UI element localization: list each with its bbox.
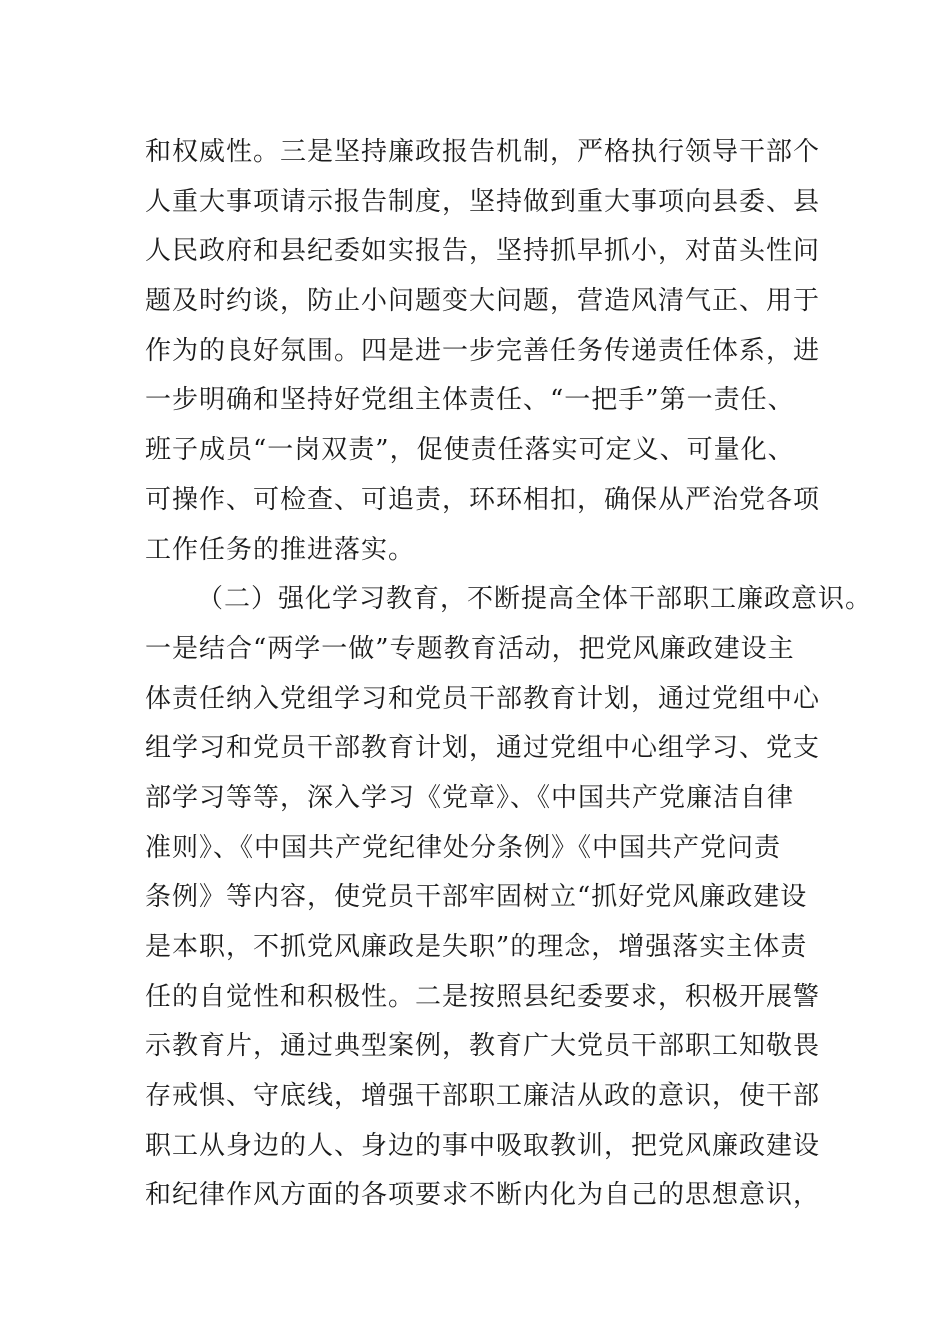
text-line: 组学习和党员干部教育计划，通过党组中心组学习、党支 bbox=[145, 733, 821, 764]
text-line: 和纪律作风方面的各项要求不断内化为自己的思想意识， bbox=[145, 1180, 821, 1211]
text-line: 部学习等等，深入学习《党章》、《中国共产党廉洁自律 bbox=[145, 782, 795, 813]
text-line: 体责任纳入党组学习和党员干部教育计划，通过党组中心 bbox=[145, 683, 821, 714]
section-heading: （二）强化学习教育，不断提高全体干部职工廉政意识。 bbox=[197, 584, 873, 615]
text-line: 职工从身边的人、身边的事中吸取教训，把党风廉政建设 bbox=[145, 1130, 821, 1161]
text-line: 和权威性。三是坚持廉政报告机制，严格执行领导干部个 bbox=[145, 137, 821, 167]
body-text bbox=[145, 128, 873, 1221]
text-line: 题及时约谈，防止小问题变大问题，营造风清气正、用于 bbox=[145, 286, 821, 317]
text-line: 一是结合“两学一做”专题教育活动，把党风廉政建设主 bbox=[145, 633, 795, 664]
text-line: 作为的良好氛围。四是进一步完善任务传递责任体系，进 bbox=[145, 335, 821, 366]
text-line: 人重大事项请示报告制度，坚持做到重大事项向县委、县 bbox=[145, 186, 821, 217]
text-line: 是本职，不抓党风廉政是失职”的理念，增强落实主体责 bbox=[145, 932, 808, 962]
text-line: 示教育片，通过典型案例，教育广大党员干部职工知敬畏 bbox=[145, 1031, 821, 1062]
text-line: 存戒惧、守底线，增强干部职工廉洁从政的意识，使干部 bbox=[145, 1081, 821, 1112]
text-line: 人民政府和县纪委如实报告，坚持抓早抓小，对苗头性问 bbox=[145, 236, 821, 267]
text-line: 任的自觉性和积极性。二是按照县纪委要求，积极开展警 bbox=[145, 981, 821, 1012]
text-line: 一步明确和坚持好党组主体责任、“一把手”第一责任、 bbox=[145, 385, 795, 416]
text-line: 条例》等内容，使党员干部牢固树立“抓好党风廉政建设 bbox=[145, 882, 808, 913]
text-line: 工作任务的推进落实。 bbox=[145, 534, 416, 565]
text-line: 可操作、可检查、可追责，环环相扣，确保从严治党各项 bbox=[145, 484, 821, 515]
text-line: 准则》、《中国共产党纪律处分条例》《中国共产党问责 bbox=[145, 832, 782, 863]
text-line: 班子成员“一岗双责”，促使责任落实可定义、可量化、 bbox=[145, 435, 795, 466]
